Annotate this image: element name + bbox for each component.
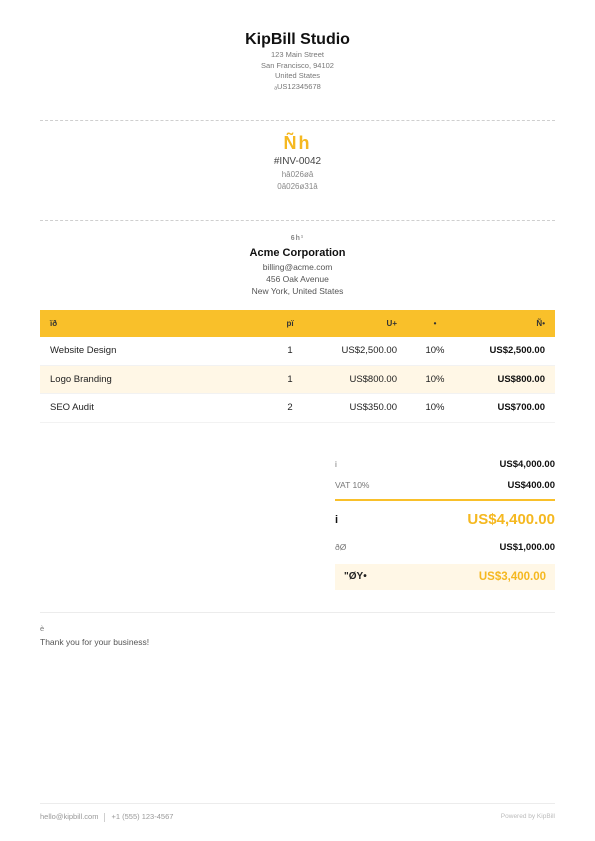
footer-email[interactable]: hello@kipbill.com: [40, 812, 99, 821]
vat-value: US$400.00: [507, 480, 555, 491]
header-divider: [40, 120, 555, 121]
company-address-line2: San Francisco, 94102: [261, 60, 334, 70]
table-row: [40, 366, 555, 395]
meta-divider: [40, 220, 555, 221]
total-row: [335, 507, 555, 533]
notes-text: Thank you for your business!: [40, 637, 150, 647]
paid-label: ðØ: [335, 542, 347, 552]
vat-row: [335, 475, 555, 496]
footer: [40, 811, 555, 823]
company-tax-id: ₐUS12345678: [274, 81, 321, 91]
line-items-table: [40, 310, 555, 423]
row-unit-price: US$2,500.00: [341, 345, 397, 356]
row-unit-price: US$350.00: [349, 402, 397, 413]
totals-divider: [335, 499, 555, 501]
company-address-line1: 123 Main Street: [271, 50, 324, 59]
footer-separator: [104, 813, 105, 822]
bill-to-section: [0, 233, 595, 297]
total-label: i: [335, 514, 339, 526]
company-country: United States: [274, 71, 321, 80]
notes-divider: [40, 612, 555, 613]
table-row: [40, 394, 555, 423]
header-tax: •: [433, 319, 437, 328]
table-row: [40, 337, 555, 366]
company-header: [0, 30, 595, 92]
footer-phone: +1 (555) 123-4567: [111, 812, 174, 821]
balance-label: "ØY•: [344, 571, 367, 582]
row-description: Website Design: [50, 345, 117, 356]
row-unit-price: US$800.00: [349, 373, 397, 385]
row-description: Logo Branding: [50, 373, 112, 385]
subtotal-label: i: [335, 459, 337, 469]
invoice-meta: [0, 132, 595, 193]
invoice-due-date: 0â026ø31â: [277, 182, 318, 191]
footer-divider: [40, 803, 555, 804]
header-quantity: pï: [286, 319, 294, 328]
client-address: 456 Oak Avenue: [266, 274, 329, 284]
row-amount: US$700.00: [497, 402, 545, 413]
header-description: ïð: [50, 319, 58, 328]
invoice-issue-date: hâ026øâ: [281, 170, 314, 179]
invoice-number: #INV-0042: [273, 156, 322, 167]
header-unit-price: U+: [386, 319, 397, 328]
row-quantity: 1: [287, 373, 293, 385]
totals-section: [335, 454, 555, 590]
footer-powered-by: Powered by KipBill: [500, 813, 555, 820]
footer-contact: [40, 811, 173, 823]
company-name: KipBill Studio: [245, 31, 350, 48]
row-amount: US$800.00: [497, 373, 545, 385]
balance-value: US$3,400.00: [478, 571, 546, 583]
client-email: billing@acme.com: [262, 262, 333, 272]
notes-label: è: [40, 624, 45, 633]
row-tax: 10%: [425, 345, 445, 356]
row-quantity: 2: [287, 402, 293, 413]
invoice-title: Ñh: [283, 133, 312, 153]
client-name: Acme Corporation: [249, 247, 346, 259]
total-value: US$4,400.00: [467, 511, 555, 528]
subtotal-row: [335, 454, 555, 475]
paid-row: [335, 537, 555, 558]
row-quantity: 1: [287, 345, 293, 356]
row-amount: US$2,500.00: [489, 345, 545, 356]
notes-section: [40, 623, 555, 649]
row-tax: 10%: [425, 402, 445, 413]
paid-value: US$1,000.00: [499, 542, 555, 553]
row-description: SEO Audit: [50, 402, 94, 413]
subtotal-value: US$4,000.00: [499, 459, 555, 470]
header-amount: Ñ•: [536, 319, 545, 328]
vat-label: VAT 10%: [335, 480, 370, 490]
table-header: [40, 310, 555, 337]
balance-due-row: [335, 564, 555, 590]
bill-to-label: 6h¹: [290, 235, 305, 242]
row-tax: 10%: [425, 373, 445, 385]
client-city: New York, United States: [251, 286, 344, 296]
